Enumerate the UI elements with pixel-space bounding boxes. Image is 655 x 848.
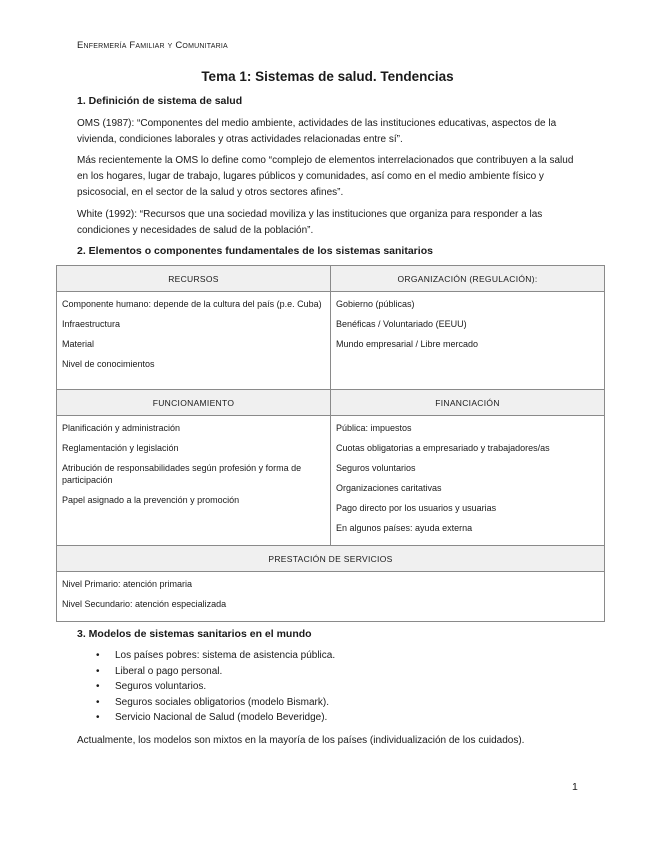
list-item: Material [62,339,95,349]
list-item: • Servicio Nacional de Salud (modelo Beveridge). [96,710,335,726]
definition-oms-1987: OMS (1987): “Componentes del medio ambiente, actividades de las instituciones educativas, aspectos de la vivienda, condiciones laborales y otras actividades relacionadas entre sí”. [77,118,557,145]
list-item: Atribución de responsabilidades según profesión y forma de participación [62,463,302,485]
list-item: Pública: impuestos [336,423,412,433]
list-item: Planificación y administración [62,423,181,433]
list-item: Reglamentación y legislación [62,443,179,453]
organizacion-header: ORGANIZACIÓN (REGULACIÓN): [331,266,605,292]
bullet-icon: • [96,681,100,692]
section-2-heading: 2. Elementos o componentes fundamentales de los sistemas sanitarios [77,245,433,257]
list-item: Nivel Primario: atención primaria [62,579,193,589]
list-item: Benéficas / Voluntariado (EEUU) [336,319,467,329]
list-item: Componente humano: depende de la cultura del país (p.e. Cuba) [62,299,322,309]
list-item: En algunos países: ayuda externa [336,523,473,533]
list-item: Gobierno (públicas) [336,299,415,309]
prestacion-header: PRESTACIÓN DE SERVICIOS [57,546,605,572]
models-bullet-list [96,648,335,726]
recursos-header: RECURSOS [57,266,331,292]
bullet-icon: • [96,650,100,661]
section-1-heading: 1. Definición de sistema de salud [77,95,243,107]
financiacion-header: FINANCIACIÓN [331,390,605,416]
funcionamiento-header: FUNCIONAMIENTO [57,390,331,416]
recursos-list [58,293,329,380]
list-item: • Seguros voluntarios. [96,679,335,695]
list-item: Cuotas obligatorias a empresariado y trabajadores/as [336,443,550,453]
bullet-icon: • [96,665,100,677]
list-item: Mundo empresarial / Libre mercado [336,339,479,349]
list-item: Papel asignado a la prevención y promoción [62,495,240,505]
section-3-heading: 3. Modelos de sistemas sanitarios en el mundo [77,628,312,640]
definition-white-1992: White (1992): “Recursos que una sociedad moviliza y las instituciones que organiza para responder a las condiciones y necesidades de salud de la población”. [77,209,543,236]
financiacion-list [332,417,603,544]
list-item: Infraestructura [62,319,121,329]
list-item: • Los países pobres: sistema de asistencia pública. [96,648,335,664]
list-item: Nivel de conocimientos [62,359,155,369]
list-item: Seguros voluntarios [336,463,416,473]
list-item: • Liberal o pago personal. [96,664,335,680]
models-closing-paragraph: Actualmente, los modelos son mixtos en la mayoría de los países (individualización de los cuidados). [77,735,525,746]
list-item: Pago directo por los usuarios y usuarias [336,503,497,513]
prestacion-list [58,573,603,620]
definition-oms-recent: Más recientemente la OMS lo define como “complejo de elementos interrelacionados que contribuyen a la salud en los hogares, lugar de trabajo, lugares públicos y comunidades, así como en el medio ambiente físico y psicosocial, en el sector de la salud y otros sectores afines”. [77,155,574,198]
funcionamiento-list [58,417,329,516]
list-item: Organizaciones caritativas [336,483,442,493]
health-system-components-table [56,265,605,622]
list-item: • Seguros sociales obligatorios (modelo Bismark). [96,695,335,711]
page-number: 1 [572,781,578,793]
list-item: Nivel Secundario: atención especializada [62,599,227,609]
running-header: Enfermería Familiar y Comunitaria [77,40,228,51]
bullet-icon: • [96,696,100,708]
page-title: Tema 1: Sistemas de salud. Tendencias [201,69,454,84]
bullet-icon: • [96,712,100,723]
organizacion-list [332,293,603,360]
